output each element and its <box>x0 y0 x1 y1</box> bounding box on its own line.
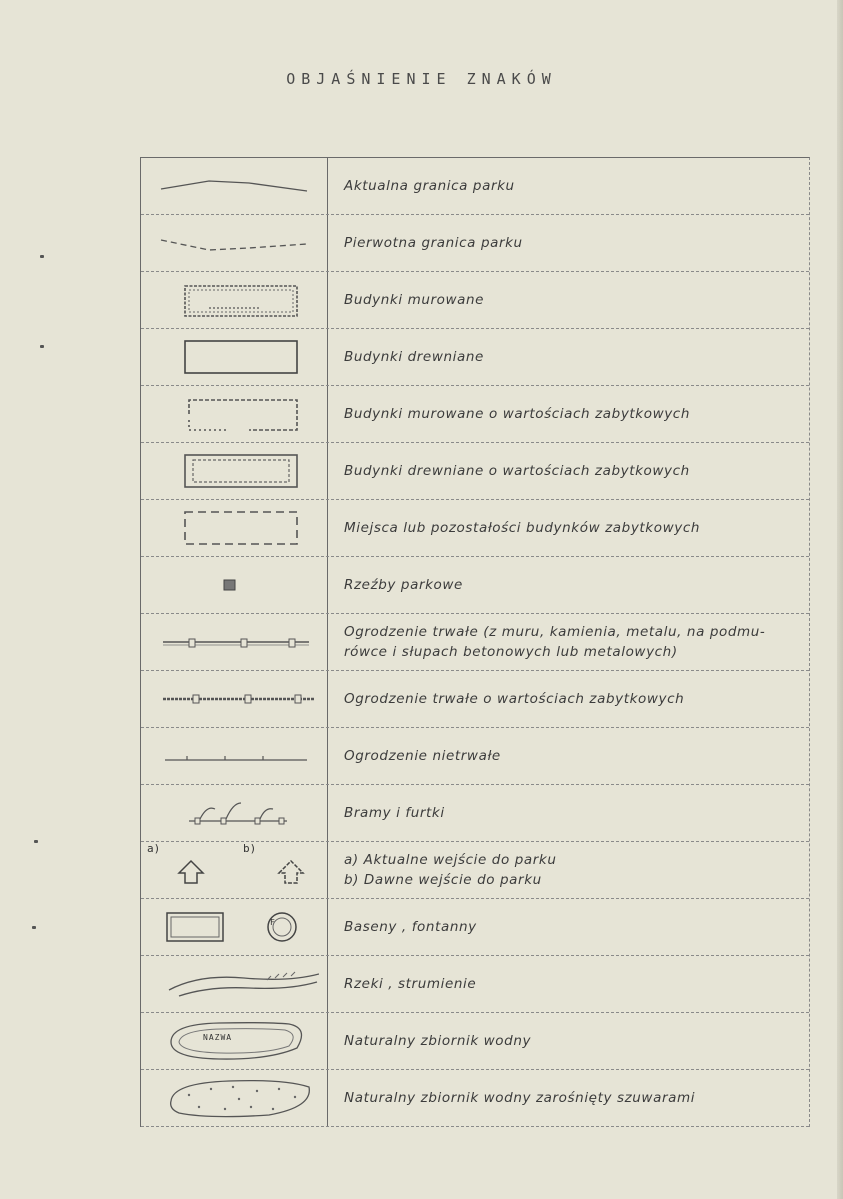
legend-description: Budynki drewniane <box>344 349 484 365</box>
legend-description: Ogrodzenie trwałe o wartościach zabytkowych <box>344 691 685 707</box>
pool-fountain-icon <box>141 899 328 955</box>
legend-description: Bramy i furtki <box>344 805 445 821</box>
page-title: OBJAŚNIENIE ZNAKÓW <box>286 70 557 88</box>
legend-row <box>141 386 809 443</box>
marker-a: a) <box>147 842 161 855</box>
legend-row <box>141 899 809 956</box>
marker-b: b) <box>243 842 257 855</box>
river-icon <box>141 956 328 1012</box>
legend-row <box>141 158 809 215</box>
permanent-fence-icon <box>141 614 328 670</box>
legend-description: Ogrodzenie trwałe (z muru, kamienia, metalu, na podmu- rówce i słupach betonowych lub metalowych) <box>344 624 766 660</box>
legend-description: Budynki murowane <box>344 292 485 308</box>
legend-table <box>140 157 810 1127</box>
legend-row <box>141 500 809 557</box>
binder-mark <box>34 840 38 843</box>
solid-line-icon <box>141 158 328 214</box>
legend-row <box>141 557 809 614</box>
historic-wooden-building-icon <box>141 443 328 499</box>
overgrown-water-body-icon <box>141 1070 328 1126</box>
legend-row <box>141 272 809 329</box>
legend-row <box>141 728 809 785</box>
legend-row <box>141 785 809 842</box>
legend-row <box>141 614 809 671</box>
legend-row <box>141 329 809 386</box>
dashed-line-icon <box>141 215 328 271</box>
historic-fence-icon <box>141 671 328 727</box>
legend-row <box>141 1070 809 1127</box>
legend-description: Ogrodzenie nietrwałe <box>344 748 501 764</box>
wooden-building-icon <box>141 329 328 385</box>
legend-row <box>141 671 809 728</box>
binder-mark <box>40 255 44 258</box>
binder-mark <box>32 926 36 929</box>
water-body-icon <box>141 1013 328 1069</box>
legend-description: a) Aktualne wejście do parku b) Dawne wejście do parku <box>344 852 557 888</box>
legend-description: Aktualna granica parku <box>344 178 515 194</box>
water-body-name-label: NAZWA <box>203 1033 233 1042</box>
binder-mark <box>40 345 44 348</box>
legend-description: Naturalny zbiornik wodny zarośnięty szuwarami <box>344 1090 696 1106</box>
gate-icon <box>141 785 328 841</box>
legend-description: Pierwotna granica parku <box>344 235 523 251</box>
legend-description: Budynki drewniane o wartościach zabytkowych <box>344 463 690 479</box>
legend-description: Baseny , fontanny <box>344 919 477 935</box>
legend-description: Budynki murowane o wartościach zabytkowych <box>344 406 690 422</box>
legend-row <box>141 215 809 272</box>
entrance-arrows-icon <box>141 842 328 898</box>
legend-description: Naturalny zbiornik wodny <box>344 1033 532 1049</box>
temporary-fence-icon <box>141 728 328 784</box>
legend-description: Miejsca lub pozostałości budynków zabytkowych <box>344 520 700 536</box>
brick-building-icon <box>141 272 328 328</box>
legend-row <box>141 1013 809 1070</box>
historic-brick-building-icon <box>141 386 328 442</box>
fountain-marker: F <box>270 918 275 927</box>
legend-row <box>141 956 809 1013</box>
building-remains-icon <box>141 500 328 556</box>
sculpture-icon <box>141 557 328 613</box>
legend-description: Rzeźby parkowe <box>344 577 463 593</box>
page-edge <box>837 0 843 1199</box>
legend-row <box>141 443 809 500</box>
legend-row <box>141 842 809 899</box>
legend-description: Rzeki , strumienie <box>344 976 477 992</box>
